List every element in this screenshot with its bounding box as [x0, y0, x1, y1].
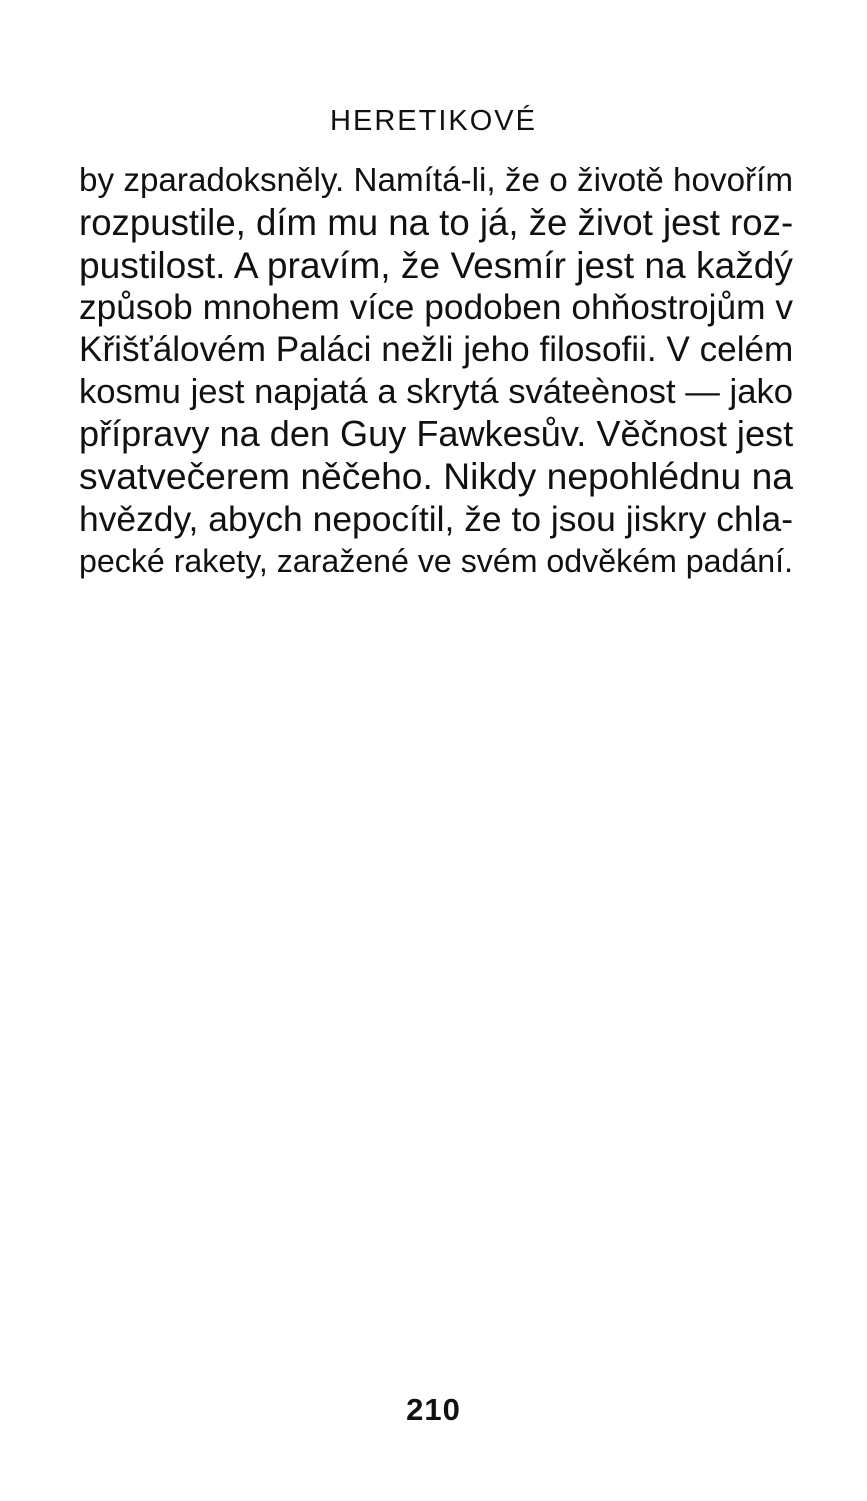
text-line: pustilost. A pravím, že Vesmír jest na každý: [79, 244, 793, 287]
body-text: [79, 160, 793, 582]
text-line: pecké rakety, zaražené ve svém odvěkém padání.: [79, 542, 794, 579]
text-line: Křišťálovém Paláci nežli jeho filosofii. V celém: [79, 329, 794, 369]
text-line: svatvečerem něčeho. Nikdy nepohlédnu na: [79, 455, 793, 498]
text-line: by zparadoksněly. Namítá-li, že o životě hovořím: [79, 162, 793, 199]
text-line: kosmu jest napjatá a skrytá sváteènost — jako: [79, 373, 793, 412]
text-line: rozpustile, dím mu na to já, že život jest roz-: [79, 202, 794, 244]
text-line: způsob mnohem více podoben ohňostrojům v: [79, 287, 793, 327]
page-number: 210: [406, 1392, 461, 1427]
text-line: hvězdy, abych nepocítil, že to jsou jiskry chla-: [79, 498, 793, 539]
text-line: přípravy na den Guy Fawkesův. Věčnost jest: [79, 413, 794, 455]
running-head: HERETIKOVÉ: [330, 105, 537, 137]
